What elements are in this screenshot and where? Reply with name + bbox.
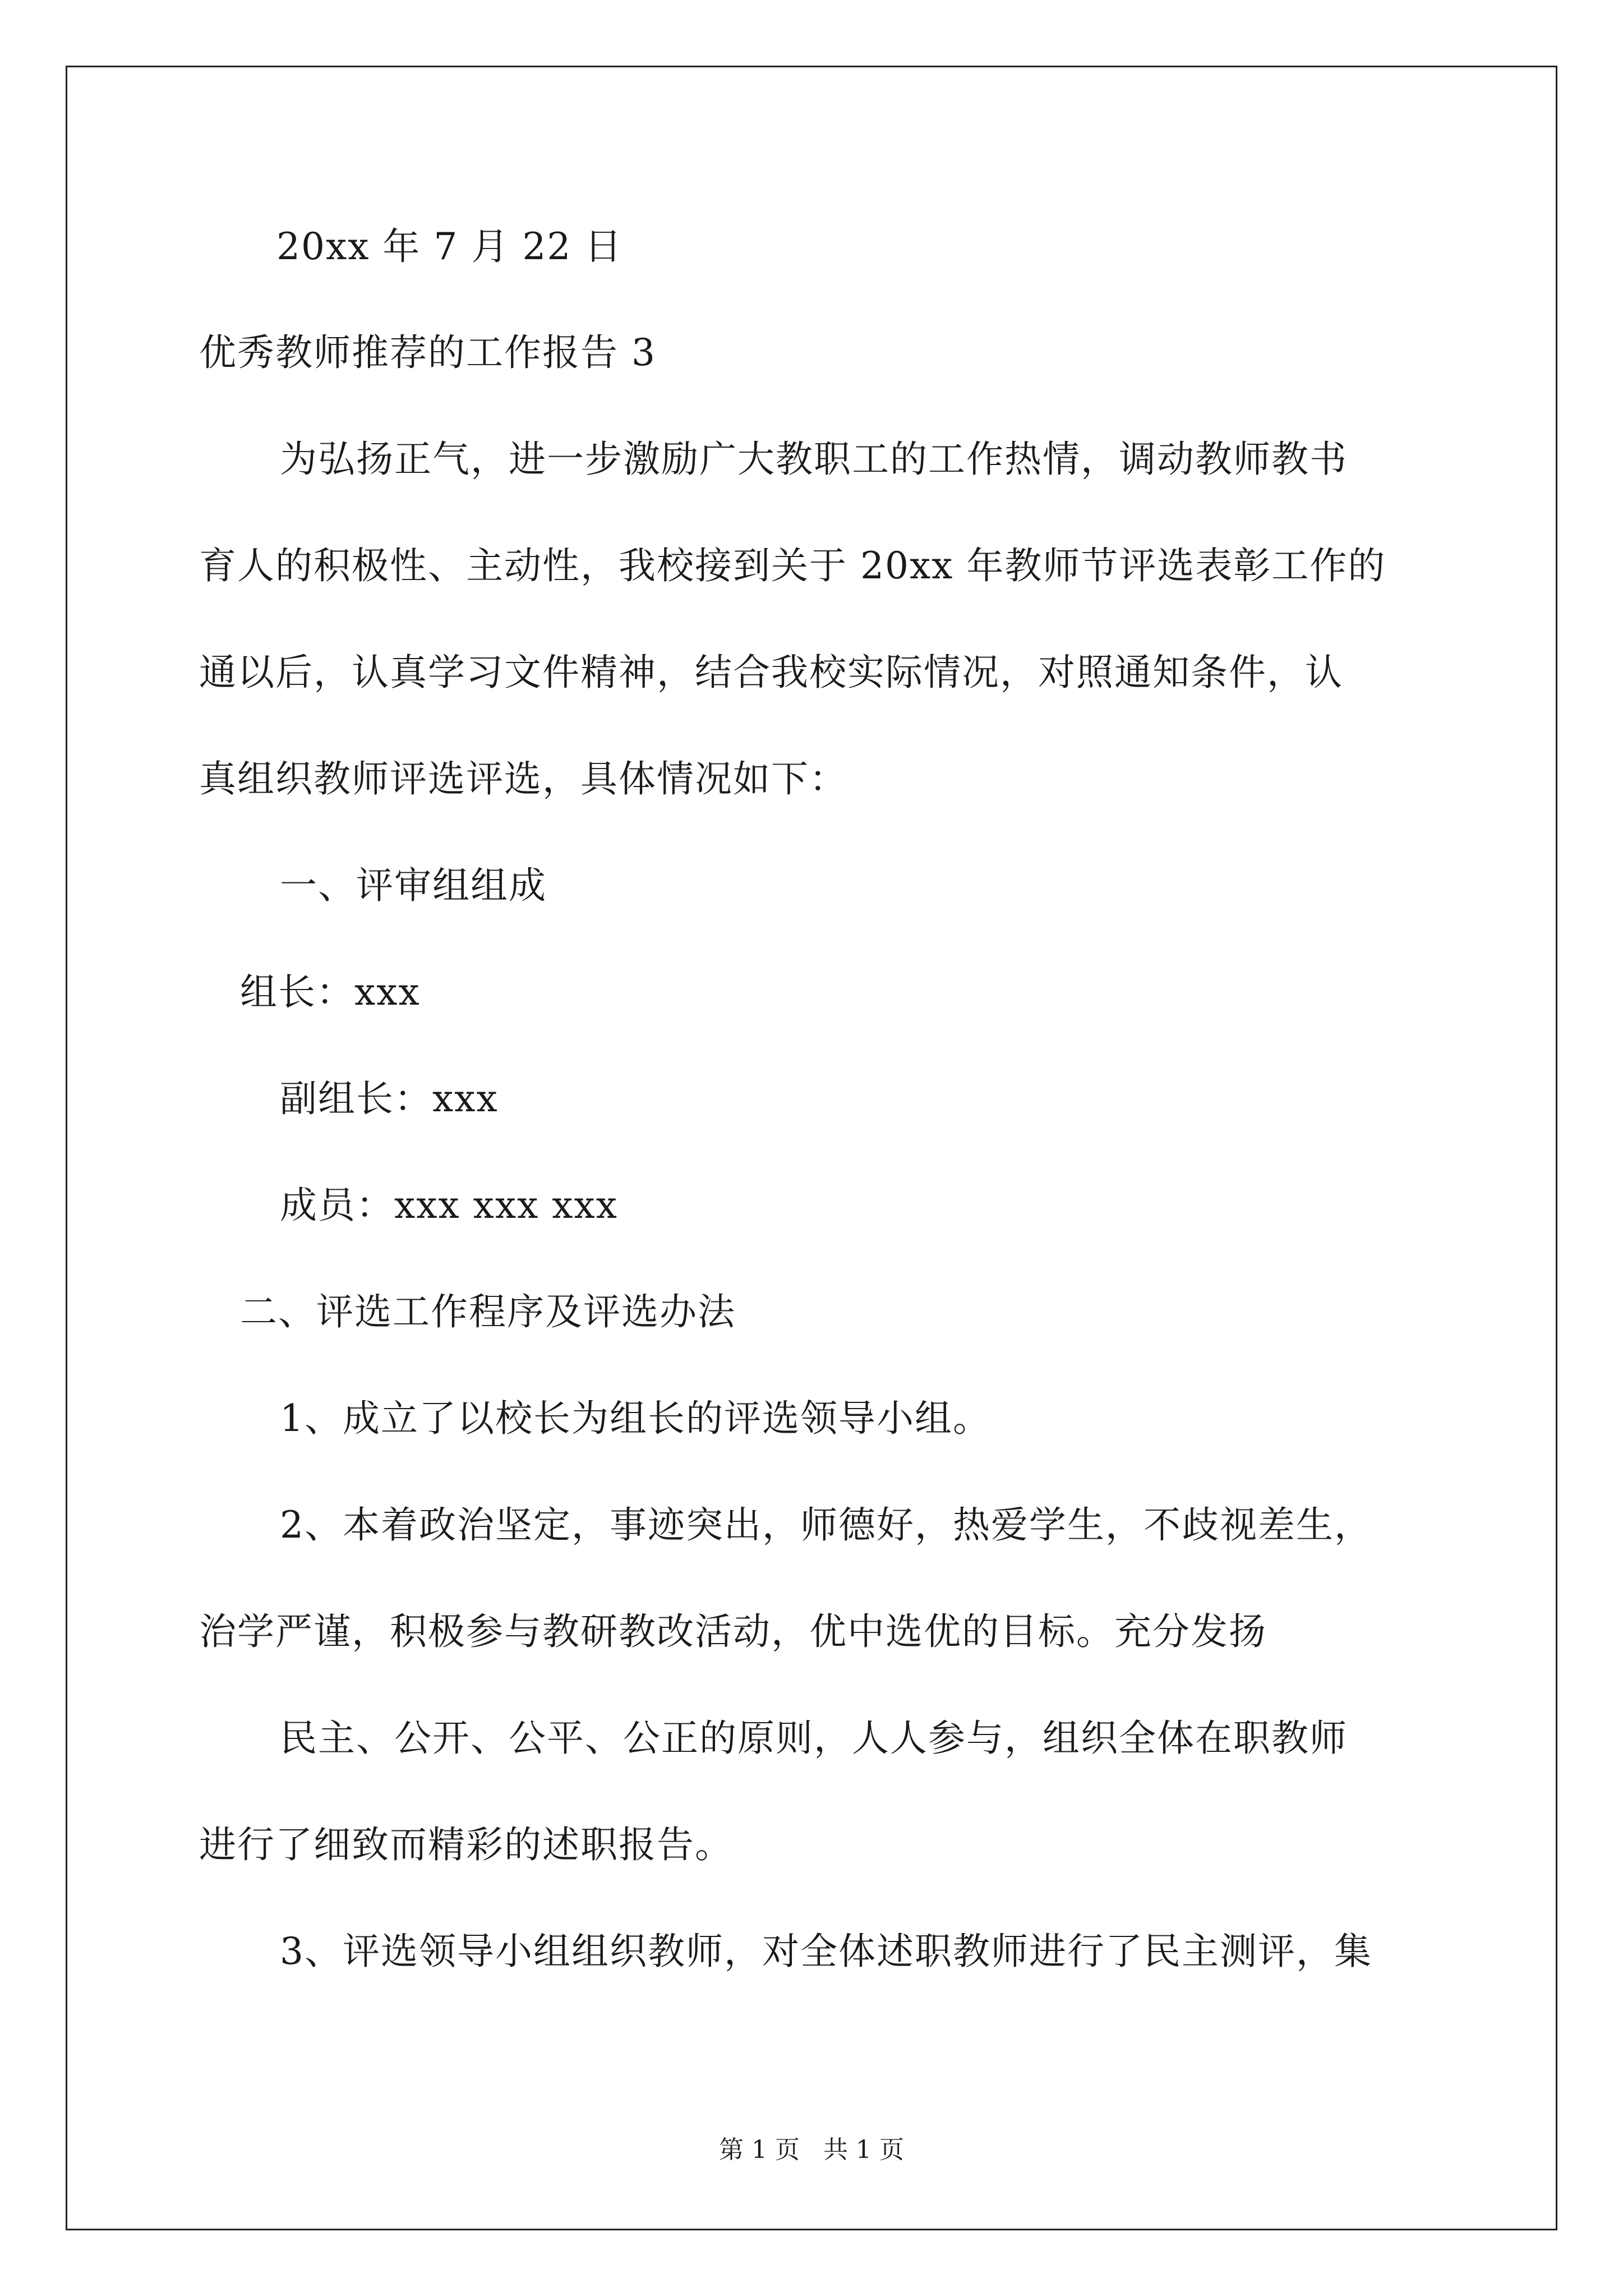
item-2-line-1: 2、本着政治坚定，事迹突出，师德好，热爱学生，不歧视差生，	[280, 1503, 1372, 1547]
date-line: 20xx 年 7 月 22 日	[276, 225, 623, 268]
item-2-line-4: 进行了细致而精彩的述职报告。	[199, 1823, 733, 1866]
page-border	[66, 66, 1557, 2230]
group-leader: 组长：xxx	[240, 970, 421, 1014]
section-heading-2: 二、评选工作程序及评选办法	[240, 1290, 736, 1333]
page-number-footer: 第 1 页 共 1 页	[719, 2136, 904, 2164]
deputy-group-leader: 副组长：xxx	[280, 1077, 499, 1120]
group-members: 成员：xxx xxx xxx	[280, 1184, 618, 1227]
paragraph-intro-line-2: 育人的积极性、主动性，我校接到关于 20xx 年教师节评选表彰工作的	[199, 544, 1386, 587]
report-title: 优秀教师推荐的工作报告 3	[199, 331, 656, 374]
paragraph-intro-line-4: 真组织教师评选评选，具体情况如下：	[199, 757, 847, 800]
item-1: 1、成立了以校长为组长的评选领导小组。	[280, 1397, 991, 1440]
section-heading-1: 一、评审组组成	[280, 864, 547, 907]
paragraph-intro-line-3: 通以后，认真学习文件精神，结合我校实际情况，对照通知条件，认	[199, 651, 1343, 694]
paragraph-intro-line-1: 为弘扬正气，进一步激励广大教职工的工作热情，调动教师教书	[280, 438, 1348, 481]
item-3-line-1: 3、评选领导小组组织教师，对全体述职教师进行了民主测评，集	[280, 1930, 1372, 1973]
item-2-line-2: 治学严谨，积极参与教研教改活动，优中选优的目标。充分发扬	[199, 1610, 1267, 1653]
item-2-line-3: 民主、公开、公平、公正的原则，人人参与，组织全体在职教师	[280, 1717, 1348, 1760]
